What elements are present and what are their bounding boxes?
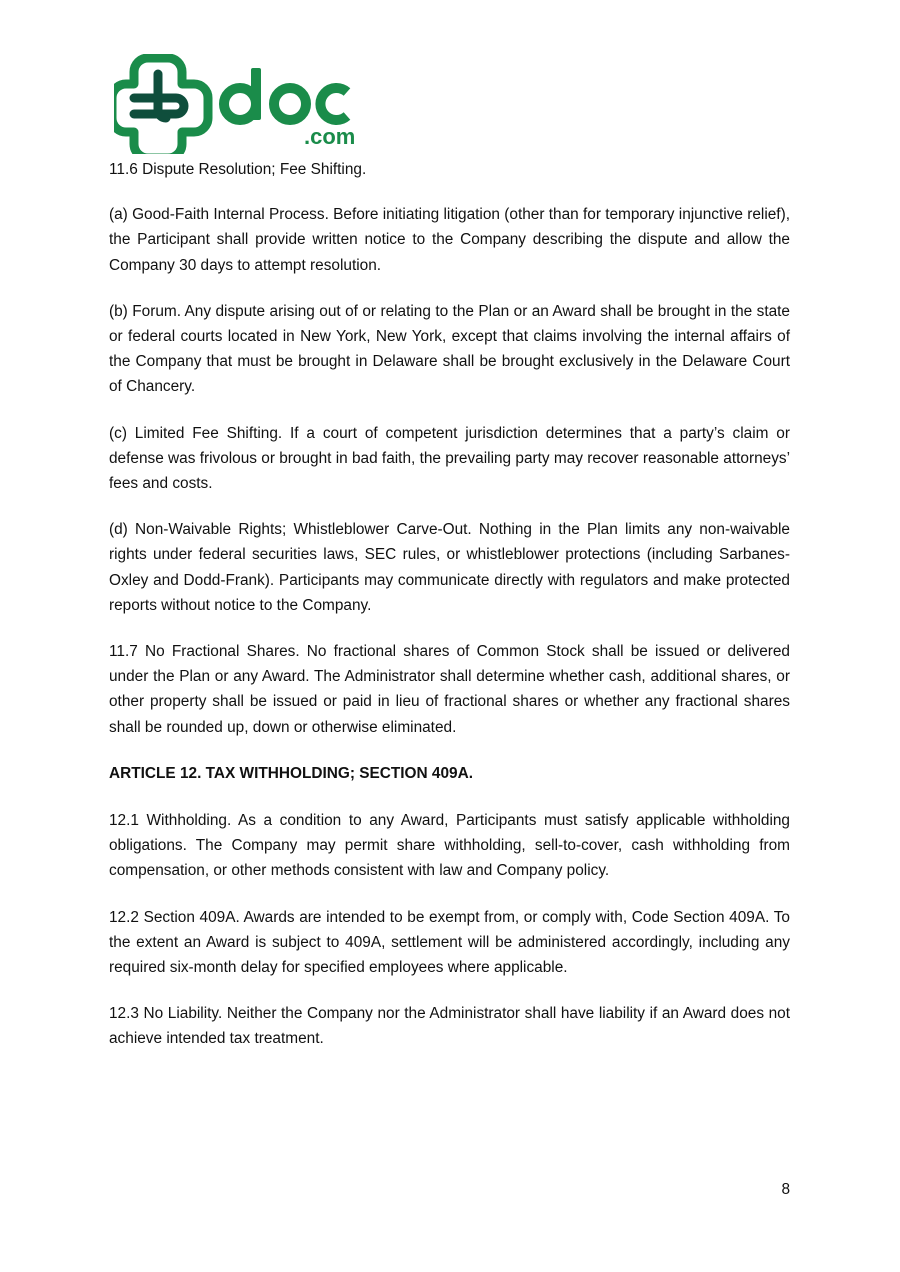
- section-11-7-fractional-shares: 11.7 No Fractional Shares. No fractional shares of Common Stock shall be issued or delivered under the Plan or any Award. The Administrator shall determine whether cash, additional shares, or other property shall be issued or paid in lieu of fractional shares or whether any fractional shares shall be rounded up, down or otherwise eliminated.: [109, 643, 790, 736]
- section-12-1-withholding: 12.1 Withholding. As a condition to any Award, Participants must satisfy applicable withholding obligations. The Company may permit share withholding, sell-to-cover, cash withholding from compensation, or other methods consistent with law and Company policy.: [109, 812, 790, 880]
- document-body: [109, 157, 790, 1073]
- logo-domain-text: .com: [304, 124, 356, 149]
- doc-wordmark: [224, 68, 347, 120]
- section-11-6-title: 11.6 Dispute Resolution; Fee Shifting.: [109, 161, 367, 178]
- paragraph-a-good-faith: (a) Good-Faith Internal Process. Before initiating litigation (other than for temporary injunctive relief), the Participant shall provide written notice to the Company describing the dispute and allow the Company 30 days to attempt resolution.: [109, 206, 790, 274]
- section-12-2-409a: 12.2 Section 409A. Awards are intended to be exempt from, or comply with, Code Section 409A. To the extent an Award is subject to 409A, settlement will be administered accordingly, including any required six-month delay for specified employees where applicable.: [109, 908, 790, 977]
- paragraph-d-whistleblower: (d) Non-Waivable Rights; Whistleblower Carve-Out. Nothing in the Plan limits any non-waivable rights under federal securities laws, SEC rules, or whistleblower protections (including Sarbanes-Oxley and Dodd-Frank). Participants may communicate directly with regulators and make protected reports without notice to the Company.: [109, 521, 790, 614]
- section-12-3-no-liability: 12.3 No Liability. Neither the Company nor the Administrator shall have liability if an Award does not achieve intended tax treatment.: [109, 1005, 790, 1048]
- paragraph-b-forum: (b) Forum. Any dispute arising out of or relating to the Plan or an Award shall be brought in the state or federal courts located in New York, New York, except that claims involving the internal affairs of the Company that must be brought in Delaware shall be brought exclusively in the Delaware Court of Chancery.: [109, 302, 790, 396]
- article-12-heading: ARTICLE 12. TAX WITHHOLDING; SECTION 409A.: [109, 764, 473, 782]
- paragraph-c-fee-shifting: (c) Limited Fee Shifting. If a court of competent jurisdiction determines that a party’s claim or defense was frivolous or brought in bad faith, the prevailing party may recover reasonable attorneys’ fees and costs.: [109, 424, 790, 493]
- page-number: 8: [781, 1181, 790, 1198]
- doc-com-logo: [114, 54, 359, 154]
- cross-link-icon: [114, 58, 208, 154]
